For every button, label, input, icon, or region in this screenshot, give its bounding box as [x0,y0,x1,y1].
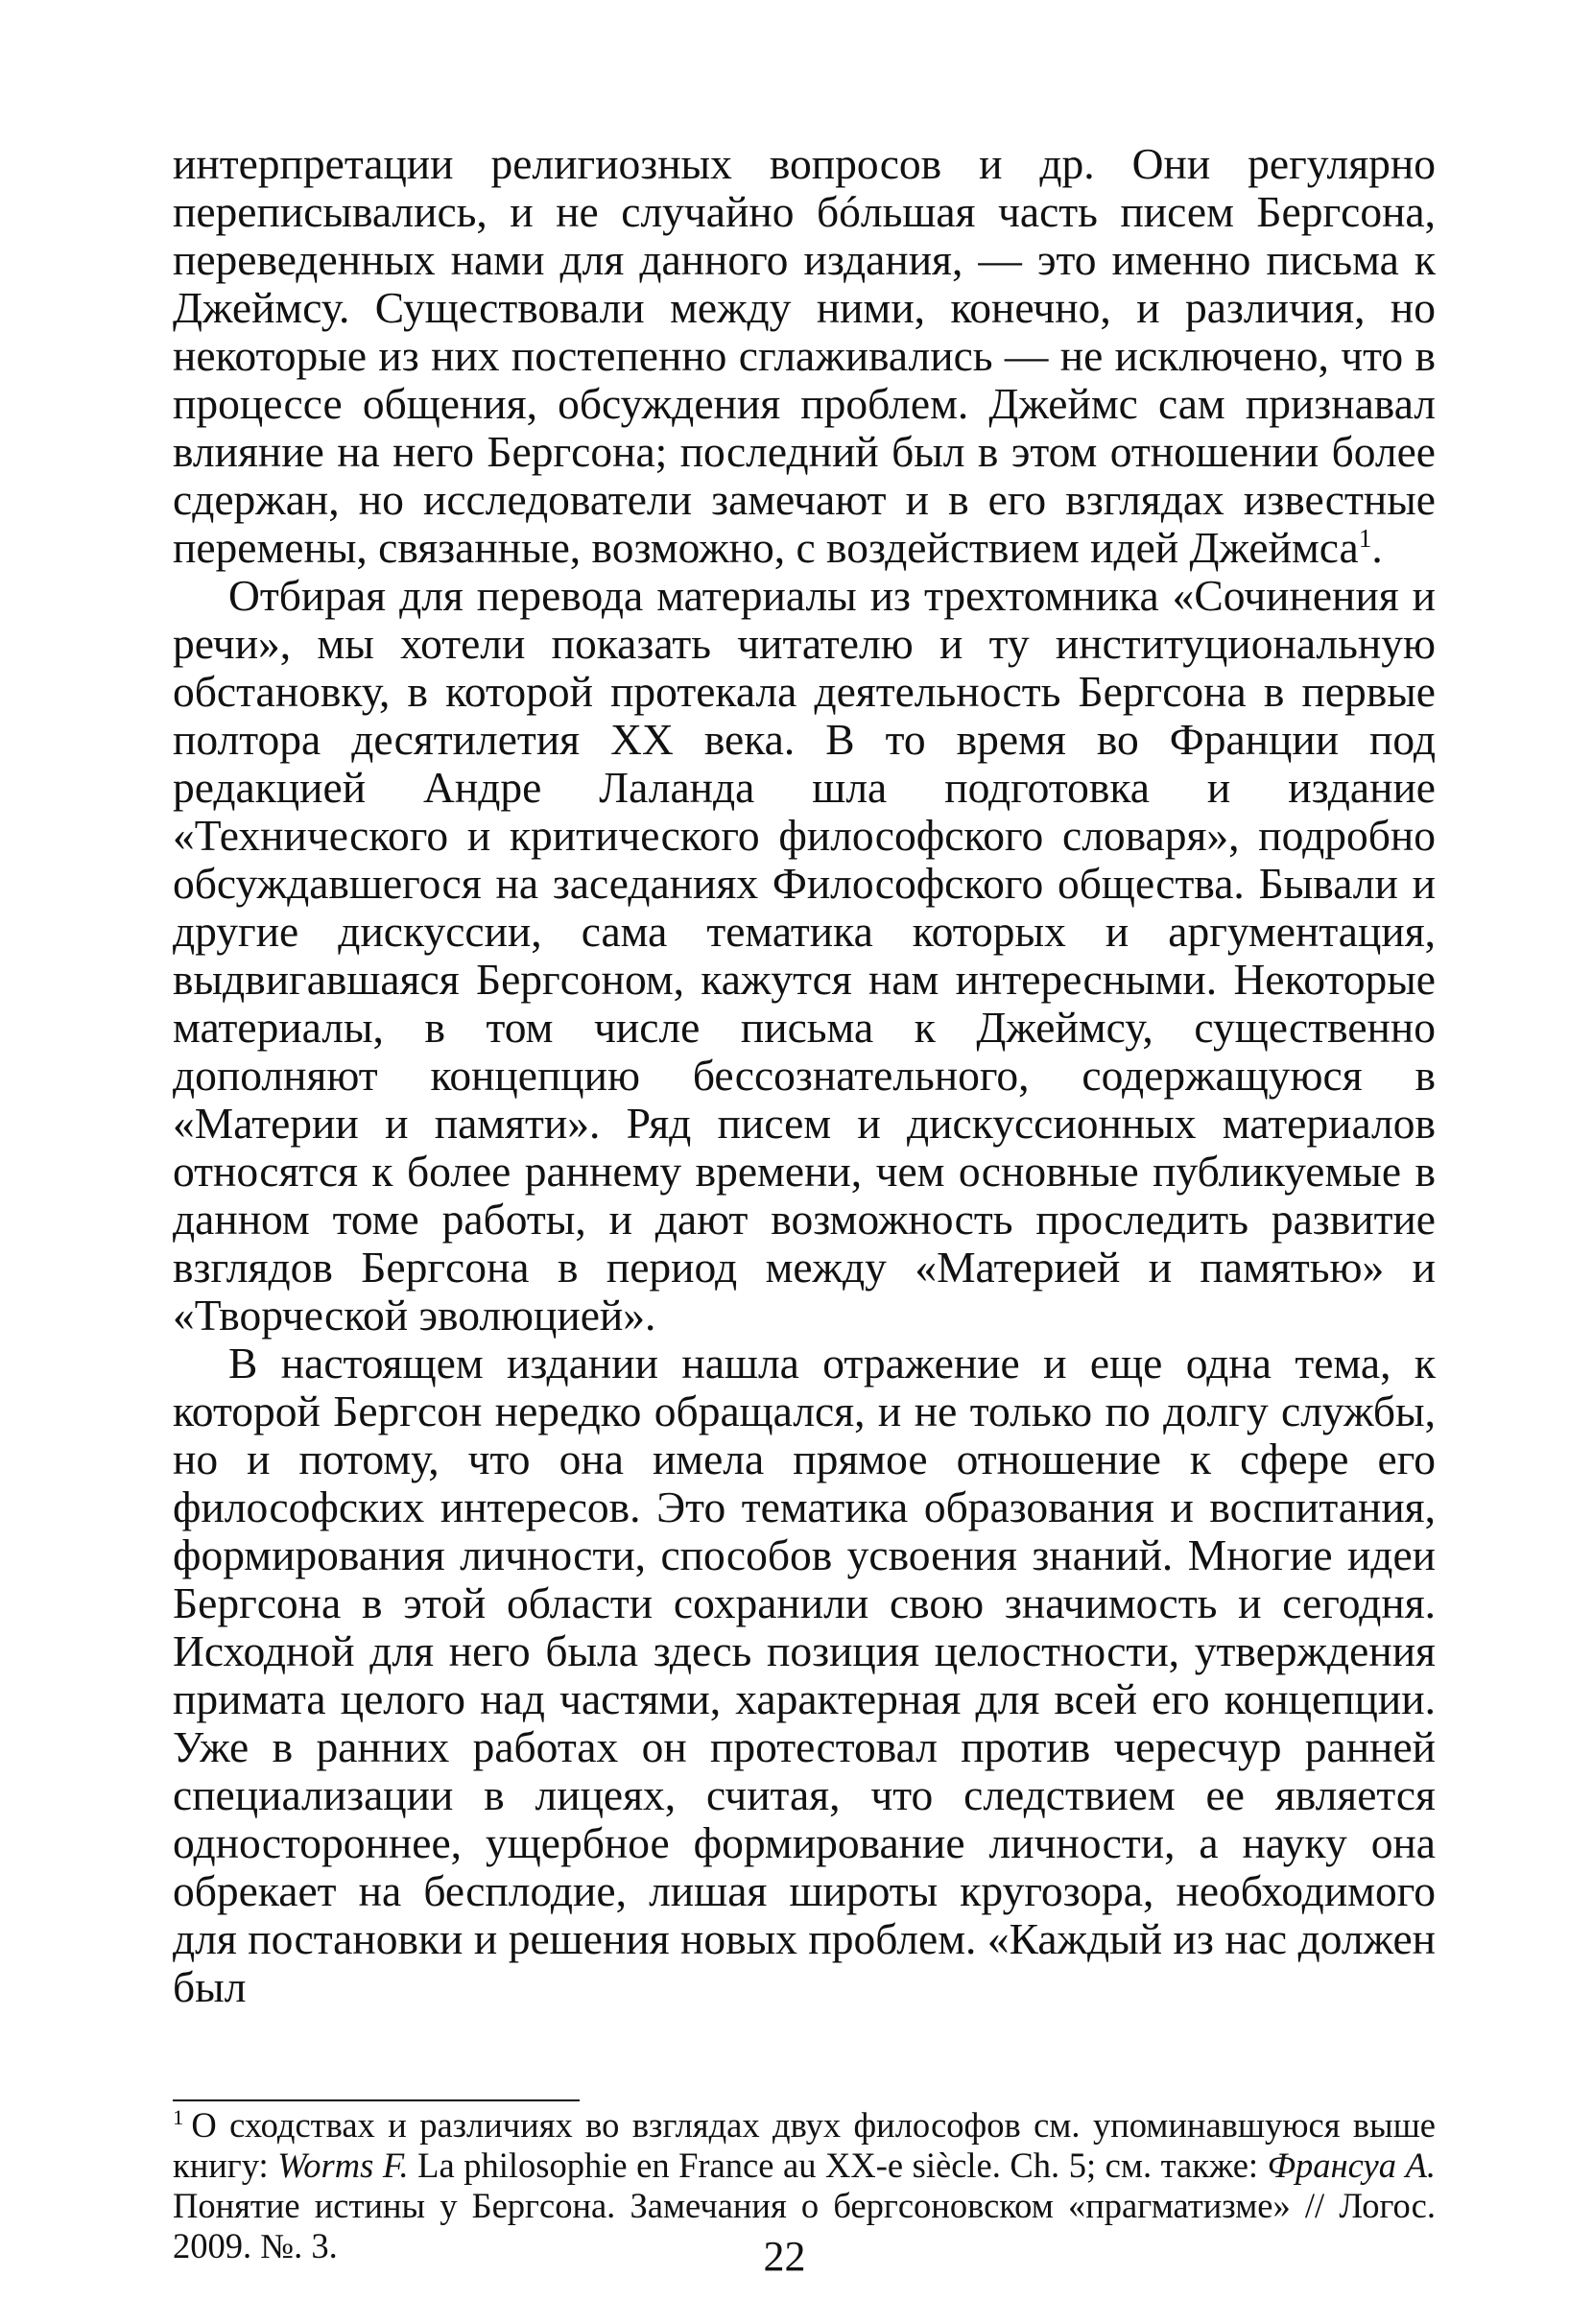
page-number: 22 [763,2233,806,2280]
paragraph-1-end: . [1371,523,1383,572]
footnote-author-1: Worms F. [277,2146,409,2185]
main-text [173,140,1436,2011]
paragraph-1-text: интерпретации религиозных вопросов и др. Они регулярно переписывались, и не случайно бóльшая часть писем Бергсона, переведенных нами для данного издания, — это именно письма к Джеймсу. Существовали между ними, конечно, и различия, но некоторые из них постепенно сглаживались — не исключено, что в процессе общения, обсуждения проблем. Джеймс сам признавал влияние на него Бергсона; последний был в этом отношении более сдержан, но исследователи замечают и в его взглядах известные перемены, связанные, возможно, с воздействием идей Джеймса [173,139,1436,572]
footnote-divider [173,2099,580,2101]
footnote-mark: 1 [173,2104,184,2129]
footnote-reference: 1 [1358,523,1372,553]
paragraph-3: В настоящем издании нашла отражение и еще одна тема, к которой Бергсон нередко обращался, и не только по долгу службы, но и потому, что она имела прямое отношение к сфере его философских интересов. Это тематика образования и воспитания, формирования личности, способов усвоения знаний. Многие идеи Бергсона в этой области сохранили свою значимость и сегодня. Исходной для него была здесь позиция целостности, утверждения примата целого над частями, характерная для всей его концепции. Уже в ранних работах он протестовал против чересчур ранней специализации в лицеях, считая, что следствием ее является одностороннее, ущербное формирование личности, а науку она обрекает на бесплодие, лишая широты кругозора, необходимого для постановки и решения новых проблем. «Каждый из нас должен был [173,1339,1436,2011]
footnote-text-part-2: La philosophie en France au XX-e siècle. Ch. 5; см. также: [408,2146,1268,2185]
footnote-text-part-3: Понятие истины у Бергсона. Замечания о бергсоновском «прагматизме» // Логос. 2009. №. 3. [173,2186,1436,2265]
footnote-text-part-1: О сходствах и различиях во взглядах двух философов см. упоминавшуюся выше книгу: [173,2105,1436,2185]
footnote-author-2: Франсуа А. [1267,2146,1436,2185]
paragraph-1 [173,140,1436,572]
paragraph-2: Отбирая для перевода материалы из трехтомника «Сочинения и речи», мы хотели показать читателю и ту институциональную обстановку, в которой протекала деятельность Бергсона в первые полтора десятилетия XX века. В то время во Франции под редакцией Андре Лаланда шла подготовка и издание «Технического и критического философского словаря», подробно обсуждавшегося на заседаниях Философского общества. Бывали и другие дискуссии, сама тематика которых и аргументация, выдвигавшаяся Бергсоном, кажутся нам интересными. Некоторые материалы, в том числе письма к Джеймсу, существенно дополняют концепцию бессознательного, содержащуюся в «Материи и памяти». Ряд писем и дискуссионных материалов относятся к более раннему времени, чем основные публикуемые в данном томе работы, и дают возможность проследить развитие взглядов Бергсона в период между «Материей и памятью» и «Творческой эволюцией». [173,571,1436,1340]
